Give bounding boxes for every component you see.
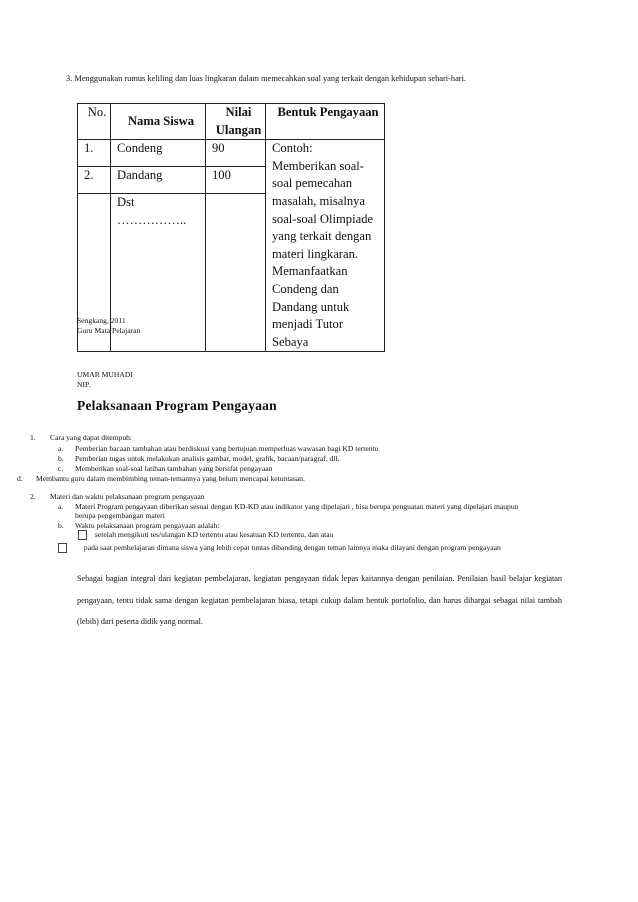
- closing-line-2: pengayaan, tentu tidak sama dengan kegiatan pembelajaran biasa, tetapi cukup dalam bentuk portofolio, dan harus dihargai sebagai nilai tambah: [77, 596, 562, 605]
- list1-d-letter: d.: [17, 474, 23, 483]
- pengayaan-line: masalah, misalnya: [272, 193, 366, 208]
- list2-b-text: Waktu pelaksanaan program pengayaan adalah:: [75, 521, 220, 530]
- signature-place-date: Sengkang, 2011: [77, 316, 126, 325]
- signature-role: Guru Mata Pelajaran: [77, 326, 141, 335]
- section-title: Pelaksanaan Program Pengayaan: [77, 398, 277, 413]
- header-nama-siswa: Nama Siswa: [111, 104, 206, 140]
- list1-b-letter: b.: [58, 454, 64, 463]
- checkbox-square-icon: [78, 530, 87, 540]
- pengayaan-line: menjadi Tutor: [272, 317, 344, 332]
- pengayaan-line: Memanfaatkan: [272, 264, 348, 279]
- bullet-1: [78, 530, 333, 540]
- list1-c-text: Memberikan soal-soal latihan tambahan yang bersifat pengayaan: [75, 464, 273, 473]
- list2-number: 2.: [30, 492, 36, 501]
- pengayaan-line: Condeng dan: [272, 281, 339, 296]
- closing-line-3: (lebih) dari peserta didik yang normal.: [77, 617, 203, 626]
- dst-text: Dst: [117, 195, 135, 210]
- list1-number: 1.: [30, 433, 36, 442]
- table-row: [78, 140, 385, 167]
- row-2-nama: Dandang: [111, 167, 206, 194]
- list1-a-letter: a.: [58, 444, 64, 453]
- list2-a-letter: a.: [58, 502, 64, 511]
- signature-nip: NIP.: [77, 380, 91, 389]
- pengayaan-line: Dandang untuk: [272, 299, 350, 314]
- pengayaan-line: Contoh:: [272, 141, 313, 156]
- header-no: No.: [78, 104, 111, 140]
- list1-d-text: Membantu guru dalam membimbing teman-temannya yang belum mencapai ketuntasan.: [36, 474, 305, 483]
- bullet-2: [58, 543, 501, 553]
- checkbox-square-icon: [58, 543, 67, 553]
- list2-text: Materi dan waktu pelaksanaan program pengayaan: [50, 492, 205, 501]
- header-ulangan: Ulangan: [215, 122, 262, 137]
- intro-text: 3. Menggunakan rumus keliling dan luas lingkaran dalam memecahkan soal yang terkait dengan kehidupan sehari-hari.: [66, 74, 467, 83]
- row-2-nilai: 100: [206, 167, 266, 194]
- closing-line-1: Sebagai bagian integral dari kegiatan pembelajaran, kegiatan pengayaan tidak lepas kaitannya dengan penilaian. Penilaian hasil belajar kegiatan: [77, 574, 562, 583]
- list2-b-letter: b.: [58, 521, 64, 530]
- student-enrichment-table: [77, 103, 385, 352]
- list2-a-line1: Materi Program pengayaan diberikan sesuai dengan KD-KD atau indikator yang dipelajari , bisa berupa penguatan materi yang dipelajari maupun: [75, 502, 519, 511]
- list1-a-text: Pemberian bacaan tambahan atau berdiskusi yang bertujuan memperluas wawasan bagi KD tertentu: [75, 444, 379, 453]
- header-nilai: Nilai: [225, 105, 252, 119]
- bullet-2-text: pada saat pembelajaran dimana siswa yang lebih cepat tuntas dibanding dengan teman lainnya maka dilayani dengan program pengayaan: [83, 543, 501, 552]
- row-3-nilai: [206, 194, 266, 352]
- list1-c-letter: c.: [58, 464, 64, 473]
- pengayaan-line: Sebaya: [272, 334, 309, 349]
- pengayaan-line: Memberikan soal-: [272, 158, 364, 173]
- header-nilai-ulangan: [206, 104, 266, 140]
- row-1-nama: Condeng: [111, 140, 206, 167]
- row-1-nilai: 90: [206, 140, 266, 167]
- list2-a-line2: berupa pengembangan materi: [75, 511, 165, 520]
- list1-text: Cara yang dapat ditempuh:: [50, 433, 133, 442]
- row-1-no: 1.: [78, 140, 111, 167]
- pengayaan-line: materi lingkaran.: [272, 246, 359, 261]
- dots-text: ……………..: [117, 212, 187, 227]
- bullet-1-text: setelah mengikuti tes/ulangan KD tertentu atau kesatuan KD tertentu, dan atau: [94, 530, 334, 539]
- header-bentuk-pengayaan: Bentuk Pengayaan: [266, 104, 385, 140]
- pengayaan-line: soal-soal Olimpiade: [272, 211, 374, 226]
- pengayaan-line: yang terkait dengan: [272, 229, 372, 244]
- table-header-row: [78, 104, 385, 140]
- signature-name: UMAR MUHADI: [77, 370, 133, 379]
- pengayaan-cell: [266, 140, 385, 352]
- pengayaan-line: soal pemecahan: [272, 176, 353, 191]
- row-2-no: 2.: [78, 167, 111, 194]
- list1-b-text: Pemberian tugas untuk melakukan analisis gambar, model, grafik, bacaan/paragraf, dll.: [75, 454, 340, 463]
